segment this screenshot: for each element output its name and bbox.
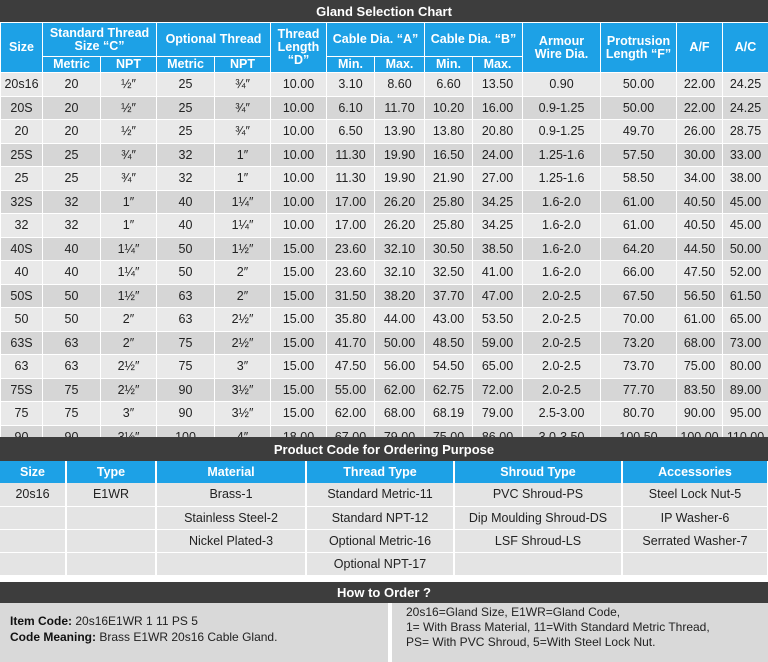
cell-ac: 80.00 [723, 355, 768, 379]
code-cell-type [66, 552, 156, 575]
cell-opt-npt: 2½″ [215, 308, 271, 332]
cell-size: 40S [1, 237, 43, 261]
cell-af: 34.00 [677, 167, 723, 191]
cell-opt-npt: 3″ [215, 355, 271, 379]
table-row [1, 355, 768, 379]
cell-af: 44.50 [677, 237, 723, 261]
cell-ac: 95.00 [723, 402, 768, 426]
code-cell-size: 20s16 [0, 483, 66, 506]
cell-cable-a-max: 32.10 [375, 261, 425, 285]
header-cable-b-min: Min. [425, 57, 473, 73]
cell-size: 20S [1, 96, 43, 120]
cell-std-npt: 1¼″ [101, 261, 157, 285]
gland-chart-title: Gland Selection Chart [0, 0, 768, 22]
cell-size: 50S [1, 284, 43, 308]
cell-cable-a-max: 50.00 [375, 331, 425, 355]
code-header-shroud-type: Shroud Type [454, 461, 622, 483]
cell-size: 20 [1, 120, 43, 144]
cell-ac: 52.00 [723, 261, 768, 285]
cell-opt-metric: 50 [157, 237, 215, 261]
cell-ac: 24.25 [723, 96, 768, 120]
cell-std-metric: 40 [43, 261, 101, 285]
cell-std-npt: ½″ [101, 73, 157, 97]
header-ac: A/C [723, 23, 768, 73]
cell-cable-a-max: 38.20 [375, 284, 425, 308]
code-meaning-label: Code Meaning: [10, 630, 96, 644]
cell-cable-a-min: 47.50 [327, 355, 375, 379]
cell-cable-a-min: 55.00 [327, 378, 375, 402]
cell-opt-metric: 40 [157, 190, 215, 214]
cell-std-metric: 75 [43, 402, 101, 426]
header-thread-length: Thread Length “D” [271, 23, 327, 73]
cell-armour: 2.0-2.5 [523, 355, 601, 379]
header-protrusion-length: Protrusion Length “F” [601, 23, 677, 73]
cell-thread-length: 15.00 [271, 237, 327, 261]
cell-thread-length: 10.00 [271, 167, 327, 191]
explanation-line: 1= With Brass Material, 11=With Standard Metric Thread, [406, 620, 710, 634]
table-row [1, 96, 768, 120]
table-row [1, 308, 768, 332]
header-optional-thread: Optional Thread [157, 23, 271, 57]
cell-thread-length: 10.00 [271, 214, 327, 238]
cell-opt-metric: 75 [157, 331, 215, 355]
cell-std-npt: 1¼″ [101, 237, 157, 261]
cell-af: 83.50 [677, 378, 723, 402]
code-cell-material: Brass-1 [156, 483, 306, 506]
product-code-header-row [0, 461, 768, 483]
cell-size: 25S [1, 143, 43, 167]
cell-opt-npt: 1½″ [215, 237, 271, 261]
cell-std-metric: 20 [43, 120, 101, 144]
cell-opt-npt: 1″ [215, 143, 271, 167]
code-cell-thread-type: Standard Metric-11 [306, 483, 454, 506]
cell-std-npt: 2½″ [101, 378, 157, 402]
cell-opt-metric: 90 [157, 378, 215, 402]
cell-std-npt: 2½″ [101, 355, 157, 379]
code-cell-size [0, 552, 66, 575]
cell-armour: 1.6-2.0 [523, 261, 601, 285]
cell-cable-a-min: 11.30 [327, 143, 375, 167]
cell-protrusion: 77.70 [601, 378, 677, 402]
cell-armour: 1.25-1.6 [523, 143, 601, 167]
cell-std-metric: 25 [43, 167, 101, 191]
table-row [0, 529, 768, 552]
cell-cable-a-min: 23.60 [327, 237, 375, 261]
order-explanation-panel [392, 603, 768, 662]
cell-cable-b-min: 13.80 [425, 120, 473, 144]
cell-thread-length: 10.00 [271, 96, 327, 120]
cell-opt-npt: 2″ [215, 284, 271, 308]
cell-opt-metric: 63 [157, 284, 215, 308]
cell-protrusion: 50.00 [601, 73, 677, 97]
table-row [1, 73, 768, 97]
code-header-size: Size [0, 461, 66, 483]
cell-cable-b-min: 62.75 [425, 378, 473, 402]
cell-cable-a-min: 6.10 [327, 96, 375, 120]
cell-af: 22.00 [677, 96, 723, 120]
cell-af: 40.50 [677, 214, 723, 238]
cell-std-metric: 20 [43, 96, 101, 120]
cell-thread-length: 15.00 [271, 378, 327, 402]
cell-protrusion: 49.70 [601, 120, 677, 144]
cell-opt-npt: ¾″ [215, 120, 271, 144]
cell-cable-a-max: 13.90 [375, 120, 425, 144]
cell-armour: 1.6-2.0 [523, 190, 601, 214]
how-to-order-title: How to Order ? [0, 582, 768, 603]
cell-protrusion: 50.00 [601, 96, 677, 120]
cell-cable-b-max: 72.00 [473, 378, 523, 402]
cell-std-npt: 2″ [101, 308, 157, 332]
cell-armour: 2.0-2.5 [523, 308, 601, 332]
cell-cable-a-min: 62.00 [327, 402, 375, 426]
cell-protrusion: 57.50 [601, 143, 677, 167]
header-cable-dia-b: Cable Dia. “B” [425, 23, 523, 57]
cell-std-metric: 50 [43, 308, 101, 332]
cell-opt-npt: ¾″ [215, 96, 271, 120]
header-standard-thread: Standard Thread Size “C” [43, 23, 157, 57]
cell-cable-b-min: 16.50 [425, 143, 473, 167]
cell-thread-length: 15.00 [271, 284, 327, 308]
cell-ac: 65.00 [723, 308, 768, 332]
cell-cable-a-max: 26.20 [375, 190, 425, 214]
cell-thread-length: 10.00 [271, 120, 327, 144]
cell-opt-npt: 3½″ [215, 402, 271, 426]
code-cell-accessories [622, 552, 768, 575]
product-code-body [0, 483, 768, 575]
header-af: A/F [677, 23, 723, 73]
table-row [1, 190, 768, 214]
cell-cable-b-min: 25.80 [425, 190, 473, 214]
cell-af: 30.00 [677, 143, 723, 167]
code-cell-size [0, 529, 66, 552]
cell-thread-length: 10.00 [271, 190, 327, 214]
cell-cable-a-min: 3.10 [327, 73, 375, 97]
cell-af: 56.50 [677, 284, 723, 308]
cell-ac: 61.50 [723, 284, 768, 308]
header-optional-npt: NPT [215, 57, 271, 73]
cell-ac: 89.00 [723, 378, 768, 402]
cell-af: 40.50 [677, 190, 723, 214]
explanation-line: 20s16=Gland Size, E1WR=Gland Code, [406, 605, 621, 619]
cell-size: 32S [1, 190, 43, 214]
table-row [1, 120, 768, 144]
table-row [1, 237, 768, 261]
cell-cable-b-max: 34.25 [473, 190, 523, 214]
cell-af: 47.50 [677, 261, 723, 285]
cell-cable-b-max: 16.00 [473, 96, 523, 120]
cell-armour: 2.0-2.5 [523, 331, 601, 355]
header-cable-a-max: Max. [375, 57, 425, 73]
cell-size: 75S [1, 378, 43, 402]
cell-af: 90.00 [677, 402, 723, 426]
cell-cable-a-max: 62.00 [375, 378, 425, 402]
cell-cable-b-max: 34.25 [473, 214, 523, 238]
code-cell-accessories: Serrated Washer-7 [622, 529, 768, 552]
cell-cable-b-max: 20.80 [473, 120, 523, 144]
cell-thread-length: 15.00 [271, 331, 327, 355]
cell-af: 68.00 [677, 331, 723, 355]
item-code-label: Item Code: [10, 614, 73, 628]
cell-cable-b-min: 43.00 [425, 308, 473, 332]
cell-thread-length: 15.00 [271, 355, 327, 379]
cell-opt-metric: 63 [157, 308, 215, 332]
header-standard-npt: NPT [101, 57, 157, 73]
header-standard-metric: Metric [43, 57, 101, 73]
cell-std-metric: 75 [43, 378, 101, 402]
cell-opt-metric: 40 [157, 214, 215, 238]
table-row [1, 331, 768, 355]
cell-ac: 45.00 [723, 214, 768, 238]
cell-cable-b-max: 27.00 [473, 167, 523, 191]
cell-armour: 2.5-3.00 [523, 402, 601, 426]
cell-cable-a-max: 26.20 [375, 214, 425, 238]
header-cable-a-min: Min. [327, 57, 375, 73]
cell-opt-npt: ¾″ [215, 73, 271, 97]
cell-opt-npt: 2½″ [215, 331, 271, 355]
cell-std-npt: 3″ [101, 402, 157, 426]
table-row [1, 402, 768, 426]
cell-protrusion: 73.20 [601, 331, 677, 355]
cell-std-npt: ¾″ [101, 167, 157, 191]
table-row [1, 261, 768, 285]
cell-thread-length: 15.00 [271, 402, 327, 426]
cell-af: 75.00 [677, 355, 723, 379]
cell-thread-length: 10.00 [271, 143, 327, 167]
header-cable-b-max: Max. [473, 57, 523, 73]
cell-cable-b-max: 38.50 [473, 237, 523, 261]
cell-protrusion: 70.00 [601, 308, 677, 332]
cell-std-npt: ½″ [101, 120, 157, 144]
item-code-value: 20s16E1WR 1 11 PS 5 [72, 614, 198, 628]
code-cell-thread-type: Standard NPT-12 [306, 506, 454, 529]
cell-cable-b-max: 59.00 [473, 331, 523, 355]
cell-cable-a-max: 56.00 [375, 355, 425, 379]
cell-protrusion: 64.20 [601, 237, 677, 261]
cell-cable-a-min: 31.50 [327, 284, 375, 308]
cell-cable-a-min: 17.00 [327, 190, 375, 214]
code-header-type: Type [66, 461, 156, 483]
cell-cable-b-max: 41.00 [473, 261, 523, 285]
cell-size: 50 [1, 308, 43, 332]
table-row [1, 378, 768, 402]
cell-opt-metric: 25 [157, 73, 215, 97]
code-cell-material: Nickel Plated-3 [156, 529, 306, 552]
cell-cable-a-max: 32.10 [375, 237, 425, 261]
cell-cable-b-min: 54.50 [425, 355, 473, 379]
cell-cable-a-min: 6.50 [327, 120, 375, 144]
cell-ac: 38.00 [723, 167, 768, 191]
cell-cable-b-max: 65.00 [473, 355, 523, 379]
cell-cable-b-min: 25.80 [425, 214, 473, 238]
code-header-material: Material [156, 461, 306, 483]
cell-ac: 50.00 [723, 237, 768, 261]
code-cell-accessories: IP Washer-6 [622, 506, 768, 529]
code-cell-shroud-type: PVC Shroud-PS [454, 483, 622, 506]
cell-armour: 0.90 [523, 73, 601, 97]
cell-std-npt: ½″ [101, 96, 157, 120]
cell-cable-b-min: 6.60 [425, 73, 473, 97]
code-cell-accessories: Steel Lock Nut-5 [622, 483, 768, 506]
cell-opt-metric: 32 [157, 143, 215, 167]
cell-cable-b-min: 68.19 [425, 402, 473, 426]
cell-cable-a-max: 11.70 [375, 96, 425, 120]
cell-ac: 24.25 [723, 73, 768, 97]
cell-cable-b-max: 24.00 [473, 143, 523, 167]
code-cell-material: Stainless Steel-2 [156, 506, 306, 529]
code-cell-size [0, 506, 66, 529]
cell-std-metric: 32 [43, 214, 101, 238]
cell-cable-b-min: 30.50 [425, 237, 473, 261]
cell-std-npt: 1½″ [101, 284, 157, 308]
cell-cable-b-max: 79.00 [473, 402, 523, 426]
cell-opt-npt: 1″ [215, 167, 271, 191]
cell-std-metric: 25 [43, 143, 101, 167]
cell-cable-b-min: 10.20 [425, 96, 473, 120]
cell-cable-b-min: 32.50 [425, 261, 473, 285]
cell-protrusion: 58.50 [601, 167, 677, 191]
cell-cable-a-max: 8.60 [375, 73, 425, 97]
explanation-line: PS= With PVC Shroud, 5=With Steel Lock Nut. [406, 635, 656, 649]
cell-opt-metric: 25 [157, 96, 215, 120]
item-code-line [10, 613, 388, 629]
cell-opt-metric: 32 [157, 167, 215, 191]
cell-armour: 0.9-1.25 [523, 96, 601, 120]
table-row [1, 167, 768, 191]
cell-armour: 2.0-2.5 [523, 284, 601, 308]
cell-thread-length: 15.00 [271, 308, 327, 332]
code-cell-shroud-type: LSF Shroud-LS [454, 529, 622, 552]
cell-std-npt: ¾″ [101, 143, 157, 167]
cell-opt-npt: 1¼″ [215, 214, 271, 238]
code-header-thread-type: Thread Type [306, 461, 454, 483]
code-meaning-line [10, 629, 388, 645]
cell-std-metric: 50 [43, 284, 101, 308]
cell-protrusion: 67.50 [601, 284, 677, 308]
cell-af: 26.00 [677, 120, 723, 144]
cell-std-metric: 32 [43, 190, 101, 214]
cell-size: 20s16 [1, 73, 43, 97]
cell-thread-length: 10.00 [271, 73, 327, 97]
cell-protrusion: 80.70 [601, 402, 677, 426]
cell-cable-a-min: 35.80 [327, 308, 375, 332]
cell-armour: 0.9-1.25 [523, 120, 601, 144]
table-row [1, 284, 768, 308]
cell-ac: 33.00 [723, 143, 768, 167]
cell-cable-b-max: 53.50 [473, 308, 523, 332]
order-example-panel [0, 603, 388, 662]
cell-opt-npt: 2″ [215, 261, 271, 285]
cell-cable-a-min: 23.60 [327, 261, 375, 285]
cell-armour: 1.25-1.6 [523, 167, 601, 191]
cell-opt-npt: 3½″ [215, 378, 271, 402]
table-row [1, 214, 768, 238]
cell-std-npt: 2″ [101, 331, 157, 355]
cell-cable-b-min: 37.70 [425, 284, 473, 308]
cell-size: 32 [1, 214, 43, 238]
cell-size: 63 [1, 355, 43, 379]
header-size: Size [1, 23, 43, 73]
cell-std-npt: 1″ [101, 214, 157, 238]
header-cable-dia-a: Cable Dia. “A” [327, 23, 425, 57]
code-cell-type [66, 529, 156, 552]
cell-std-metric: 40 [43, 237, 101, 261]
cell-ac: 73.00 [723, 331, 768, 355]
cell-cable-b-min: 21.90 [425, 167, 473, 191]
table-row [1, 143, 768, 167]
cell-std-metric: 20 [43, 73, 101, 97]
code-cell-type [66, 506, 156, 529]
cell-size: 75 [1, 402, 43, 426]
header-armour-wire-dia: Armour Wire Dia. [523, 23, 601, 73]
cell-protrusion: 73.70 [601, 355, 677, 379]
table-row [0, 483, 768, 506]
cell-ac: 45.00 [723, 190, 768, 214]
cell-cable-a-max: 44.00 [375, 308, 425, 332]
cell-armour: 2.0-2.5 [523, 378, 601, 402]
cell-cable-a-min: 17.00 [327, 214, 375, 238]
code-cell-shroud-type: Dip Moulding Shroud-DS [454, 506, 622, 529]
cell-cable-a-max: 68.00 [375, 402, 425, 426]
cell-cable-b-max: 47.00 [473, 284, 523, 308]
cell-af: 22.00 [677, 73, 723, 97]
cell-cable-a-max: 19.90 [375, 143, 425, 167]
table-row [0, 506, 768, 529]
gland-selection-table [0, 22, 768, 449]
cell-size: 40 [1, 261, 43, 285]
cell-std-metric: 63 [43, 355, 101, 379]
cell-ac: 28.75 [723, 120, 768, 144]
code-meaning-value: Brass E1WR 20s16 Cable Gland. [96, 630, 278, 644]
cell-thread-length: 15.00 [271, 261, 327, 285]
cell-opt-npt: 1¼″ [215, 190, 271, 214]
cell-opt-metric: 75 [157, 355, 215, 379]
code-cell-material [156, 552, 306, 575]
cell-armour: 1.6-2.0 [523, 237, 601, 261]
cell-opt-metric: 90 [157, 402, 215, 426]
code-cell-thread-type: Optional Metric-16 [306, 529, 454, 552]
cell-armour: 1.6-2.0 [523, 214, 601, 238]
cell-protrusion: 61.00 [601, 214, 677, 238]
code-cell-shroud-type [454, 552, 622, 575]
gland-table-body [1, 73, 768, 449]
code-cell-thread-type: Optional NPT-17 [306, 552, 454, 575]
cell-std-metric: 63 [43, 331, 101, 355]
cell-cable-b-max: 13.50 [473, 73, 523, 97]
cell-protrusion: 66.00 [601, 261, 677, 285]
cell-size: 63S [1, 331, 43, 355]
cell-cable-a-max: 19.90 [375, 167, 425, 191]
code-header-accessories: Accessories [622, 461, 768, 483]
cell-std-npt: 1″ [101, 190, 157, 214]
cell-cable-a-min: 11.30 [327, 167, 375, 191]
cell-cable-a-min: 41.70 [327, 331, 375, 355]
product-code-table [0, 461, 768, 576]
cell-cable-b-min: 48.50 [425, 331, 473, 355]
cell-opt-metric: 50 [157, 261, 215, 285]
product-code-title: Product Code for Ordering Purpose [0, 437, 768, 461]
header-optional-metric: Metric [157, 57, 215, 73]
cell-protrusion: 61.00 [601, 190, 677, 214]
table-row [0, 552, 768, 575]
cell-size: 25 [1, 167, 43, 191]
code-cell-type: E1WR [66, 483, 156, 506]
cell-opt-metric: 25 [157, 120, 215, 144]
cell-af: 61.00 [677, 308, 723, 332]
